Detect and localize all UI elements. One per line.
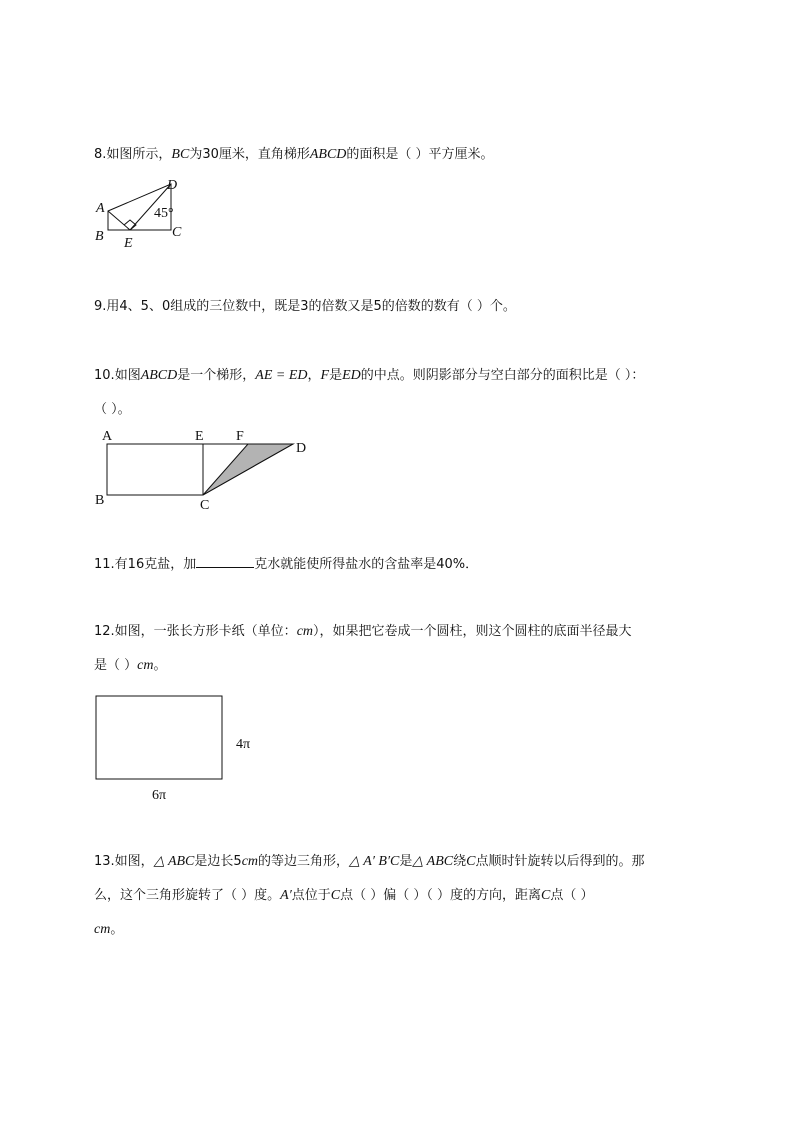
- q8-trapezoid-figure: [90, 174, 190, 250]
- q12-text-part: 。: [153, 658, 167, 673]
- answer-blank[interactable]: [196, 555, 254, 568]
- q10-equation: AE = ED: [255, 368, 308, 383]
- q10-text-part: 的中点。则阴影部分与空白部分的面积比是（ ）：: [360, 368, 645, 383]
- q8-text-part: 如图所示，: [106, 147, 172, 162]
- q13-point-c: C: [330, 888, 341, 903]
- q13-text-part: 13.如图，: [94, 854, 154, 869]
- q12-rectangle-figure: [94, 694, 264, 806]
- q13-point-c: C: [466, 854, 476, 869]
- q12-text-part: 是（ ）: [94, 658, 138, 673]
- q13-text-part: 的等边三角形，: [258, 854, 350, 869]
- label-d: D: [296, 441, 307, 456]
- question-10-line-2: （ ）。: [94, 402, 131, 417]
- question-8-text: [94, 146, 494, 164]
- q11-text-part: 克水就能使所得盐水的含盐率是40%．: [254, 557, 479, 572]
- q13-text-part: 是: [399, 854, 413, 869]
- q10-var-ed: ED: [342, 368, 361, 383]
- label-c: C: [200, 498, 210, 513]
- q8-var-bc: BC: [171, 147, 190, 162]
- height-label: 4π: [236, 737, 251, 752]
- q13-unit: cm: [94, 922, 111, 937]
- label-a: A: [96, 201, 105, 216]
- label-a: A: [102, 429, 113, 444]
- label-d: D: [167, 178, 178, 193]
- question-12-text: [94, 623, 632, 641]
- q13-text-part: 点（ ）: [550, 888, 594, 903]
- q12-text-part: 12.如图，一张长方形卡纸（单位：: [94, 624, 297, 639]
- width-label: 6π: [152, 788, 167, 803]
- q8-var-abcd: ABCD: [309, 147, 347, 162]
- label-e: E: [124, 236, 133, 251]
- q10-text-part: 是一个梯形，: [177, 368, 256, 383]
- q13-triangle-rotated: △ A′ B′C: [349, 854, 400, 869]
- question-13-line-3: [94, 921, 123, 939]
- label-f: F: [236, 429, 244, 444]
- q12-text-part: ），如果把它卷成一个圆柱，则这个圆柱的底面半径最大: [313, 624, 632, 639]
- q10-text-part: 是: [329, 368, 343, 383]
- q13-point-a-prime: A′: [280, 888, 292, 903]
- q13-text-part: 点位于: [291, 888, 331, 903]
- question-12-line-2: [94, 657, 166, 675]
- q13-text-part: 是边长5: [194, 854, 242, 869]
- q13-text-part: 点（ ）偏（ ）（ ）度的方向，距离: [340, 888, 542, 903]
- angle-label: 45°: [154, 206, 174, 221]
- q10-trapezoid-figure: [94, 428, 324, 514]
- question-9-text: 9.用4、5、0组成的三位数中，既是3的倍数又是5的倍数的数有（ ）个。: [94, 299, 516, 314]
- question-11-text: [94, 555, 478, 574]
- q13-text-part: 么，这个三角形旋转了（ ）度。: [94, 888, 281, 903]
- q10-var-abcd: ABCD: [140, 368, 178, 383]
- q13-text-part: 。: [110, 922, 124, 937]
- q8-text-part: 为30厘米，直角梯形: [189, 147, 310, 162]
- q12-unit: cm: [296, 624, 314, 639]
- label-c: C: [172, 225, 182, 240]
- q8-number: 8.: [94, 147, 107, 162]
- q13-triangle-abc: △ ABC: [412, 854, 454, 869]
- q13-triangle-abc: △ ABC: [153, 854, 195, 869]
- q13-unit: cm: [241, 854, 259, 869]
- q12-unit: cm: [137, 658, 154, 673]
- q8-text-part: 的面积是（ ）平方厘米。: [346, 147, 494, 162]
- q13-text-part: 绕: [453, 854, 467, 869]
- q10-text-part: 如图: [114, 368, 141, 383]
- q10-number: 10.: [94, 368, 115, 383]
- segment-ae: [108, 211, 130, 230]
- q10-text-part: ，: [307, 368, 321, 383]
- paper-rectangle: [96, 696, 222, 779]
- label-b: B: [95, 229, 104, 244]
- label-b: B: [95, 493, 105, 508]
- q13-point-c: C: [541, 888, 551, 903]
- q13-text-part: 点顺时针旋转以后得到的。那: [475, 854, 645, 869]
- q11-text-part: 11.有16克盐，加: [94, 557, 197, 572]
- question-13-text: [94, 853, 644, 871]
- question-10-text: [94, 367, 644, 385]
- label-e: E: [195, 429, 204, 444]
- question-13-line-2: [94, 887, 594, 905]
- q10-var-f: F: [320, 368, 330, 383]
